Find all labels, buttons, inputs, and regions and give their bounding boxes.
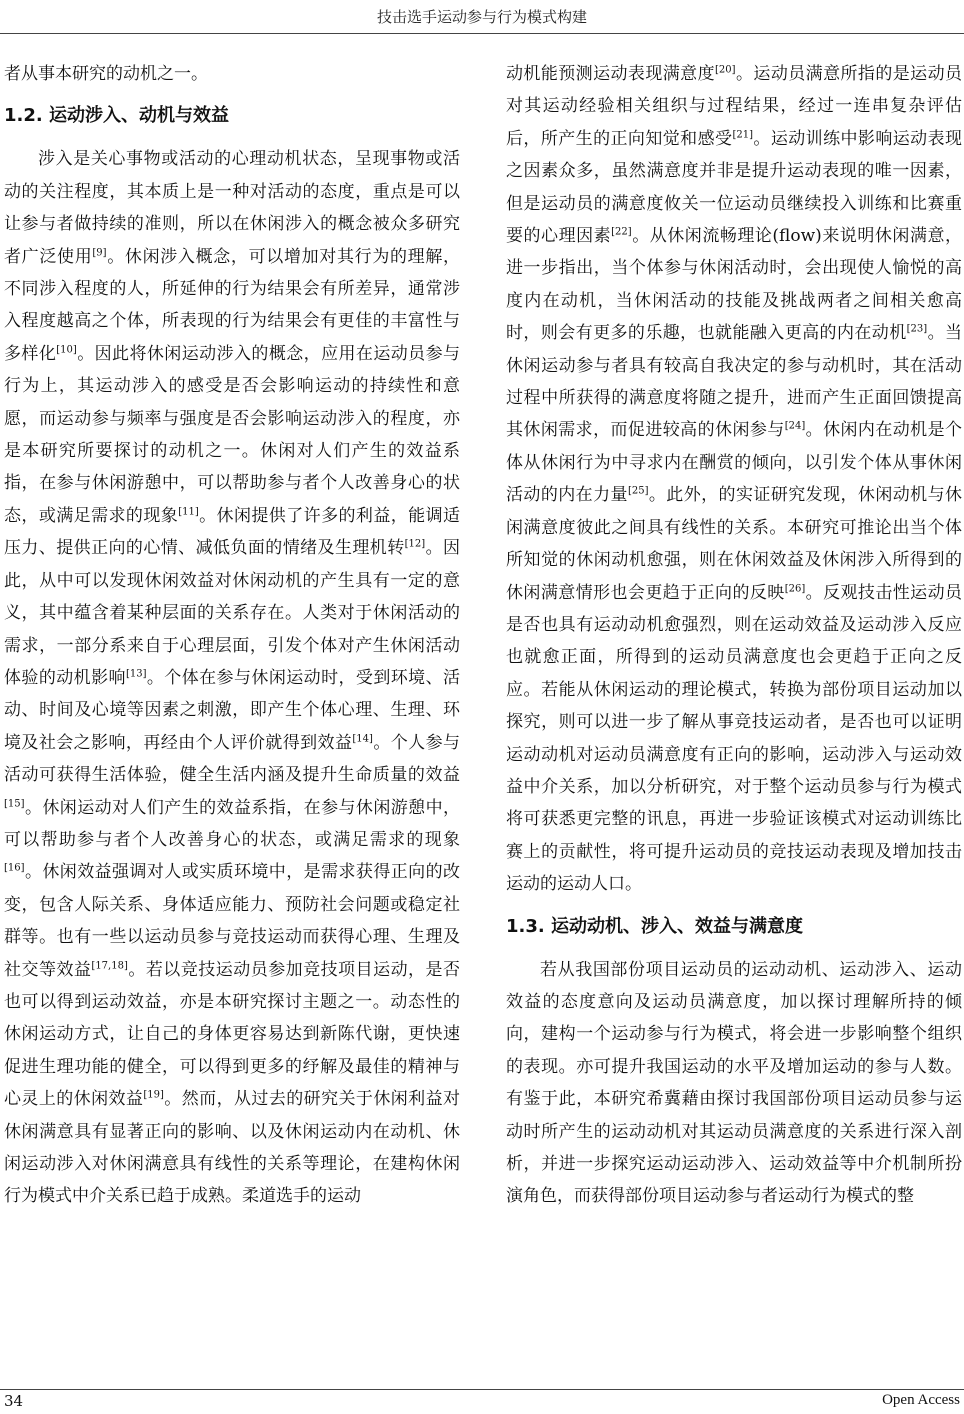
text-run: 。运动员满意所指的是运动员对其运动经验相关组织与过程结果，经过一连串复杂评估后，所产生的正向知觉和感受 <box>506 64 963 149</box>
citation: [17,18] <box>91 959 128 971</box>
text-run: 。个人参与活动可获得生活体验，健全生活内涵及提升生命质量的效益 <box>4 732 460 786</box>
left-column <box>4 58 460 1213</box>
text-run: 。休闲内在动机是个体从休闲行为中寻求内在酬赏的倾向，以引发个体从事休闲活动的内在力量 <box>506 420 963 506</box>
text-run: 。个体在参与休闲运动时，受到环境、活动、时间及心境等因素之刺激，即产生个体心理、生理、环境及社会之影响，再经由个人评价就得到效益 <box>4 667 461 753</box>
text-run: 。当休闲运动参与者具有较高自我决定的参与动机时，其在活动过程中所获得的满意度将随之提升，进而产生正面回馈提高其休闲需求，而促进较高的休闲参与 <box>506 323 963 441</box>
paragraph-involvement <box>4 143 460 1212</box>
text-run: 。若以竞技运动员参加竞技项目运动，是否也可以得到运动效益，亦是本研究探讨主题之一。动态性的休闲运动方式，让自己的身体更容易达到新陈代谢，更快速促进生理功能的健全，可以得到更多的纾解及最佳的精神与心灵上的休闲效益 <box>4 959 461 1110</box>
text-run: 。因此，从中可以发现休闲效益对休闲动机的产生具有一定的意义，其中蕴含着某种层面的关系存在。人类对于休闲活动的需求，一部分系来自于心理层面，引发个体对产生休闲活动体验的动机影响 <box>4 538 461 688</box>
text-run: 。运动训练中影响运动表现之因素众多，虽然满意度并非是提升运动表现的唯一因素，但是运动员的满意度攸关一位运动员继续投入训练和比赛重要的心理因素 <box>506 128 963 247</box>
citation: [20] <box>715 64 736 76</box>
text-run: 动机能预测运动表现满意度 <box>506 64 716 84</box>
citation: [9] <box>92 246 107 258</box>
citation: [26] <box>784 582 806 594</box>
text-run: 。从休闲流畅理论(flow)来说明休闲满意，进一步指出，当个体参与休闲活动时，会出现使人愉悦的高度内在动机，当休闲活动的技能及挑战两者之间相关愈高时，则会有更多的乐趣，也就能融入更高的内在动机 <box>506 226 963 344</box>
header-rule <box>0 33 964 34</box>
text-run: 。反观技击性运动员是否也具有运动动机愈强烈，则在运动效益及运动涉入反应也就愈正面，所得到的运动员满意度也会更趋于正向之反应。若能从休闲运动的理论模式，转换为部份项目运动加以探究，则可以进一步了解从事竞技运动者，是否也可以证明运动动机对运动员满意度有正向的影响，运动涉入与运动效益中介关系，加以分析研究，对于整个运动员参与行为模式将可获悉更完整的讯息，再进一步验证该模式对运动训练比赛上的贡献性，将可提升运动员的竞技运动表现及增加技击运动的运动人口。 <box>506 582 963 895</box>
citation: [11] <box>178 506 199 518</box>
paragraph-model: 若从我国部份项目运动员的运动动机、运动涉入、运动效益的态度意向及运动员满意度，加以探讨理解所持的倾向，建构一个运动参与行为模式，将会进一步影响整个组织的表现。亦可提升我国运动的水平及增加运动的参与人数。有鉴于此，本研究希冀藉由探讨我国部份项目运动员参与运动时所产生的运动动机对其运动员满意度的关系进行深入剖析，并进一步探究运动运动涉入、运动效益等中介机制所扮演角色，而获得部份项目运动参与者运动行为模式的整 <box>506 959 962 1207</box>
text-run: 。然而，从过去的研究关于休闲利益对休闲满意具有显著正向的影响、以及休闲运动内在动机、休闲运动涉入对休闲满意具有线性的关系等理论，在建构休闲行为模式中介关系已趋于成熟。柔道选手的运动 <box>4 1089 461 1207</box>
citation: [15] <box>4 797 25 809</box>
running-head-title: 技击选手运动参与行为模式构建 <box>376 8 587 26</box>
citation: [21] <box>732 129 753 141</box>
text-run: 涉入是关心事物或活动的心理动机状态，呈现事物或活动的关注程度，其本质上是一种对活动的态度，重点是可以让参与者做持续的准则，所以在休闲涉入的概念被众多研究者广泛使用 <box>4 149 460 267</box>
right-column <box>506 58 962 1213</box>
citation: [22] <box>611 226 632 238</box>
section-heading-1-2: 1.2. 运动涉入、动机与效益 <box>4 105 229 127</box>
journal-name: Open Access <box>882 1392 960 1408</box>
citation: [10] <box>56 344 77 356</box>
citation: [24] <box>784 420 806 432</box>
text-run: 。休闲提供了许多的利益，能调适压力、提供正向的心情、减低负面的情绪及生理机转 <box>4 505 460 559</box>
citation: [19] <box>143 1089 164 1101</box>
citation: [13] <box>125 668 147 680</box>
citation: [16] <box>4 862 25 874</box>
paragraph-satisfaction <box>506 58 962 901</box>
text-run: 。因此将休闲运动涉入的概念，应用在运动员参与行为上，其运动涉入的感受是否会影响运动的持续性和意愿，而运动参与频率与强度是否会影响运动涉入的程度，亦是本研究所要探讨的动机之一。休闲对人们产生的效益系指，在参与休闲游憩中，可以帮助参与者个人改善身心的状态，或满足需求的现象 <box>4 343 461 526</box>
footer-rule <box>0 1389 964 1390</box>
paragraph-continued: 者从事本研究的动机之一。 <box>4 64 208 84</box>
text-run: 。此外，的实证研究发现，休闲动机与休闲满意度彼此之间具有线性的关系。本研究可推论出当个体所知觉的休闲动机愈强，则在休闲效益及休闲涉入所得到的休闲满意情形也会更趋于正向的反映 <box>506 485 963 603</box>
page-number: 34 <box>4 1392 24 1410</box>
citation: [14] <box>352 733 373 745</box>
text-run: 。休闲运动对人们产生的效益系指，在参与休闲游憩中，可以帮助参与者个人改善身心的状态，或满足需求的现象 <box>4 797 460 850</box>
text-run: 。休闲效益强调对人或实质环境中，是需求获得正向的改变，包含人际关系、身体适应能力、预防社会问题或稳定社群等。也有一些以运动员参与竞技运动而获得心理、生理及社交等效益 <box>4 862 460 980</box>
citation: [12] <box>404 538 426 550</box>
citation: [23] <box>906 323 928 335</box>
citation: [25] <box>627 485 649 497</box>
section-heading-1-3: 1.3. 运动动机、涉入、效益与满意度 <box>506 915 803 937</box>
text-run: 。休闲涉入概念，可以增加对其行为的理解，不同涉入程度的人，所延伸的行为结果会有所差异，通常涉入程度越高之个体，所表现的行为结果会有更佳的丰富性与多样化 <box>4 246 461 364</box>
